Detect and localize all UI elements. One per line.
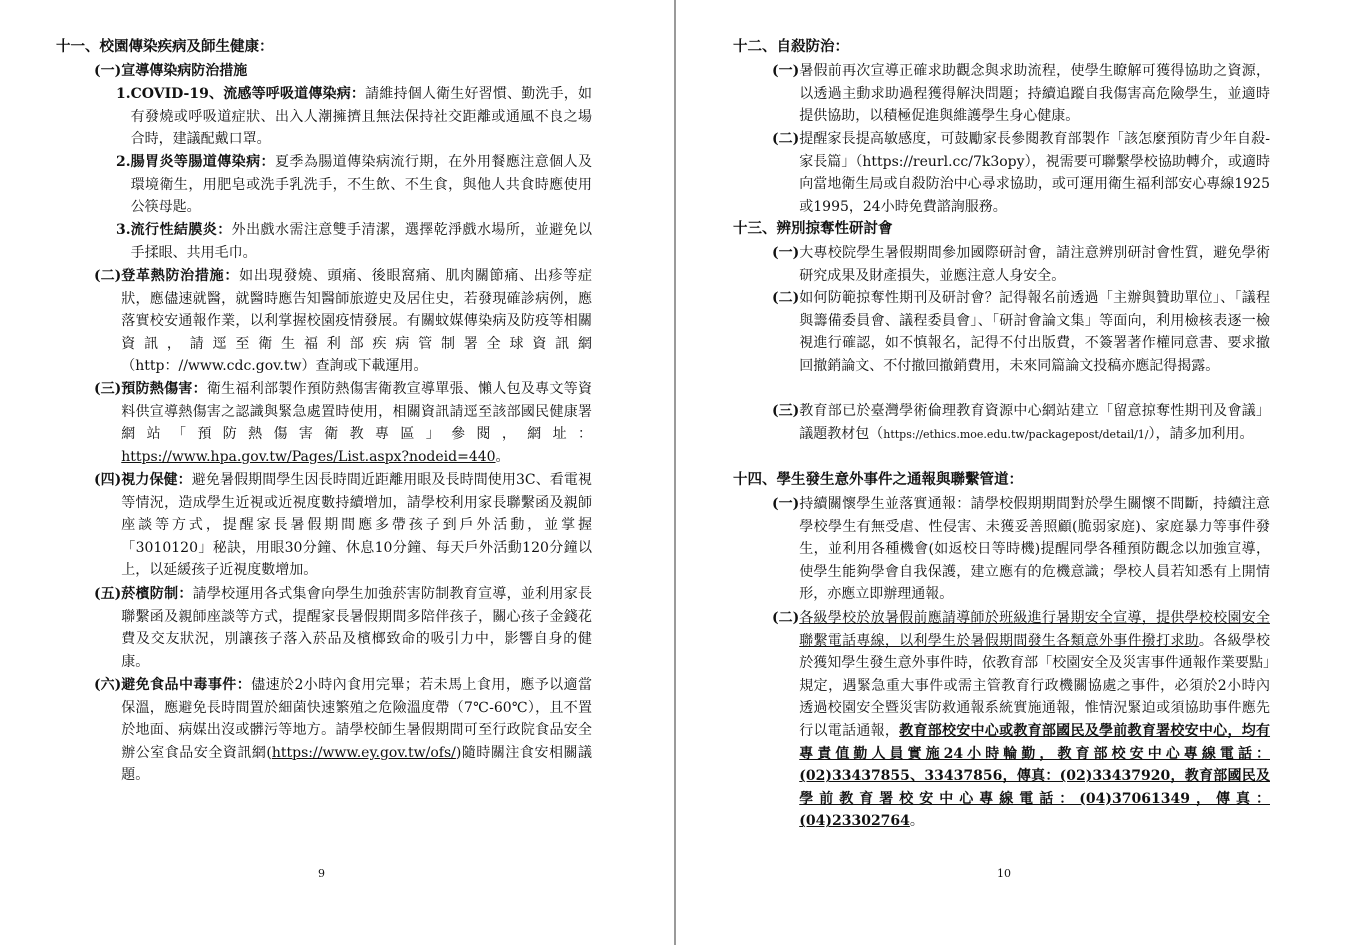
item-text [131, 151, 592, 219]
para-label: (四) [94, 472, 122, 488]
item-title: 腸胃炎等腸道傳染病： [130, 154, 275, 170]
para-tail: 。 [909, 813, 924, 830]
para-text: 如何防範掠奪性期刊及研討會？記得報名前透過「主辦與贊助單位」、「議程與籌備委員會、議程委員會」、「研討會論文集」等面向，利用檢核表逐一檢視進行確認，如不慎報名，記得不付出版費，不簽署著作權同意書、要求撤回撤銷論文、不付撤回撤銷費用，未來同篇論文投稿亦應記得揭露。 [799, 290, 1270, 374]
sec12-para-2 [772, 128, 1270, 218]
para-label: (二) [772, 131, 800, 147]
item-text [131, 83, 592, 151]
para-text [121, 583, 592, 673]
para-tail: )隨時關注食安相關議題。 [121, 744, 592, 784]
sec13-para-2 [772, 287, 1270, 377]
para-body: 請學校運用各式集會向學生加強菸害防制教育宣導，並利用家長聯繫函及親師座談等方式，提醒家長暑假期間多陪伴孩子，關心孩子金錢花費及交友狀況，別讓孩子落入菸品及檳榔致命的吸引力中，影響自身的健康。 [121, 586, 593, 670]
page-number: 9 [318, 867, 325, 880]
sec13-para-1 [772, 242, 1270, 287]
para-tail: ），請多加利用。 [1148, 425, 1254, 442]
para-label: (二) [772, 610, 800, 626]
item-2 [116, 151, 592, 219]
page-10 [676, 0, 1345, 945]
item-body: 外出戲水需注意雙手清潔，選擇乾淨戲水場所，並避免以手揉眼、共用毛巾。 [130, 222, 593, 261]
item-num: 3. [116, 222, 131, 238]
para-body: 如出現發燒、頭痛、後眼窩痛、肌肉關節痛、出疹等症狀，應儘速就醫，就醫時應告知醫師旅遊史及居住史，若發現確診病例，應落實校安通報作業，以利掌握校園疫情發展。有關蚊媒傳染病及防疫等相關資訊，請逕至衛生福利部疾病管制署全球資訊網（http：//www.cdc.gov.tw）查詢或下載運用。 [121, 268, 593, 375]
item-num: 2. [116, 154, 131, 170]
para-label: (一) [772, 496, 800, 512]
para-text [121, 469, 592, 582]
para-title: 視力保健： [121, 472, 192, 488]
para-label: (二) [94, 268, 122, 284]
para-4 [94, 469, 592, 582]
para-6 [94, 674, 592, 787]
para-body: 儘速於2小時內食用完畢；若未馬上食用，應予以適當保溫，應避免長時間置於細菌快速繁殖之危險溫度帶（7℃-60℃），且不置於地面、病媒出沒或髒污等地方。請學校師生暑假期間可至行政院食品安全辦公室食品安全資訊網( [121, 677, 593, 761]
para-text [799, 607, 1270, 833]
para-title: 避免食品中毒事件： [121, 677, 252, 693]
para-3 [94, 378, 592, 468]
item-1 [116, 83, 592, 151]
sec13-para-3 [772, 400, 1270, 446]
item-text [131, 219, 592, 264]
para-label: (一) [772, 63, 800, 79]
para-title: 預防熱傷害： [121, 381, 207, 397]
para-text [121, 378, 592, 468]
sec14-para-1 [772, 493, 1270, 606]
section-heading-13: 十三、辨別掠奪性研討會 [733, 220, 893, 237]
sec12-para-1 [772, 60, 1270, 128]
para-text [121, 265, 592, 378]
para-text [121, 674, 592, 787]
para-text [799, 400, 1270, 446]
para-body: 避免暑假期間學生因長時間近距離用眼及長時間使用3C、看電視等情況，造成學生近視或近視度數持續增加，請學校利用家長聯繫函及親師座談等方式，提醒家長暑假期間應多帶孩子到戶外活動，並掌握「3010120」秘訣，用眼30分鐘、休息10分鐘、每天戶外活動120分鐘以上，以延緩孩子近視度數增加。 [121, 472, 593, 579]
item-body: 請維持個人衛生好習慣、勤洗手，如有發燒或呼吸道症狀、出入人潮擁擠且無法保持社交距離或通風不良之場合時，建議配戴口罩。 [130, 86, 592, 148]
para-label: (一) [772, 245, 800, 261]
para-text: 大專校院學生暑假期間參加國際研討會，請注意辨別研討會性質，避免學術研究成果及財產損失，並應注意人身安全。 [799, 245, 1270, 284]
item-body: 夏季為腸道傳染病流行期，在外用餐應注意個人及環境衛生，用肥皂或洗手乳洗手，不生飲、不生食，與他人共食時應使用公筷母匙。 [130, 154, 593, 216]
para-2 [94, 265, 592, 378]
safety-notice-underlined: 各級學校於放暑假前應請導師於班級進行暑期安全宣導，提供學校校園安全聯繫電話專線，以利學生於暑假期間發生各類意外事件撥打求助 [799, 610, 1270, 649]
ethics-link[interactable]: https://ethics.moe.edu.tw/packagepost/detail/1/ [883, 427, 1149, 441]
section-heading-14: 十四、學生發生意外事件之通報與聯繫管道： [733, 471, 1023, 488]
ofs-link[interactable]: https://www.ey.gov.tw/ofs/ [271, 744, 456, 761]
item-3 [116, 219, 592, 264]
section-heading-12: 十二、自殺防治： [733, 38, 849, 55]
hpa-link[interactable]: https://www.hpa.gov.tw/Pages/List.aspx?nodeid=440 [121, 448, 496, 465]
para-label: (六) [94, 677, 122, 693]
para-text: 持續關懷學生並落實通報：請學校假期期間對於學生關懷不間斷，持續注意學校學生有無受虐、性侵害、未獲妥善照顧(脆弱家庭)、家庭暴力等事件發生，並利用各種機會(如返校日等時機)提醒同學各種預防觀念以加強宣導，使學生能夠學會自我保護，建立應有的危機意識；學校人員若知悉有上開情形，亦應立即辦理通報。 [799, 496, 1270, 603]
para-label: (三) [94, 381, 122, 397]
label: (一) [94, 63, 122, 79]
para-body: 教育部已於臺灣學術倫理教育資源中心網站建立「留意掠奪性期刊及會議」議題教材包（ [799, 403, 1270, 442]
para-label: (三) [772, 403, 800, 419]
para-body: 衛生福利部製作預防熱傷害衛教宣導單張、懶人包及專文等資料供宣導熱傷害之認識與緊急處置時使用，相關資訊請逕至該部國民健康署網站「預防熱傷害衛教專區」參閱，網址： [121, 381, 592, 443]
para-body: 。各級學校於獲知學生發生意外事件時，依教育部「校園安全及災害事件通報作業要點」規定，遇緊急重大事件或需主管教育行政機關協處之事件，必須於2小時內透過校園安全暨災害防救通報系統實施通報，惟情況緊迫或須協助事件應先行以電話通報， [799, 632, 1270, 739]
hotline-info: 教育部校安中心或教育部國民及學前教育署校安中心，均有專責值勤人員實施24小時輪勤，教育部校安中心專線電話：(02)33437855、33437856，傳真：(02)33437920，教育部國民及學前教育署校安中心專線電話：(04)37061349，傳真：(04)23302764 [799, 722, 1271, 830]
sub-heading-1 [94, 60, 247, 83]
para-tail: 。 [495, 448, 510, 465]
para-label: (五) [94, 586, 122, 602]
para-label: (二) [772, 290, 800, 306]
para-5 [94, 583, 592, 673]
para-title: 登革熱防治措施： [121, 268, 240, 284]
item-title: COVID-19、流感等呼吸道傳染病： [130, 86, 366, 102]
title: 宣導傳染病防治措施 [121, 63, 248, 79]
sec14-para-2 [772, 607, 1270, 833]
item-num: 1. [116, 86, 131, 102]
page-number: 10 [997, 867, 1011, 880]
section-heading-11: 十一、校園傳染疾病及師生健康： [56, 38, 274, 55]
para-text: 暑假前再次宣導正確求助觀念與求助流程，使學生瞭解可獲得協助之資源，以透過主動求助過程獲得解決問題；持續追蹤自我傷害高危險學生，並適時提供協助，以積極促進與維護學生身心健康。 [799, 63, 1270, 125]
para-title: 菸檳防制： [121, 586, 193, 602]
item-title: 流行性結膜炎： [130, 222, 232, 238]
para-text: 提醒家長提高敏感度，可鼓勵家長參閱教育部製作「該怎麼預防青少年自殺-家長篇」（https://reurl.cc/7k3opy），視需要可聯繫學校協助轉介，或適時向當地衛生局或自殺防治中心尋求協助，或可運用衛生福利部安心專線1925或1995，24小時免費諮詢服務。 [799, 131, 1270, 215]
